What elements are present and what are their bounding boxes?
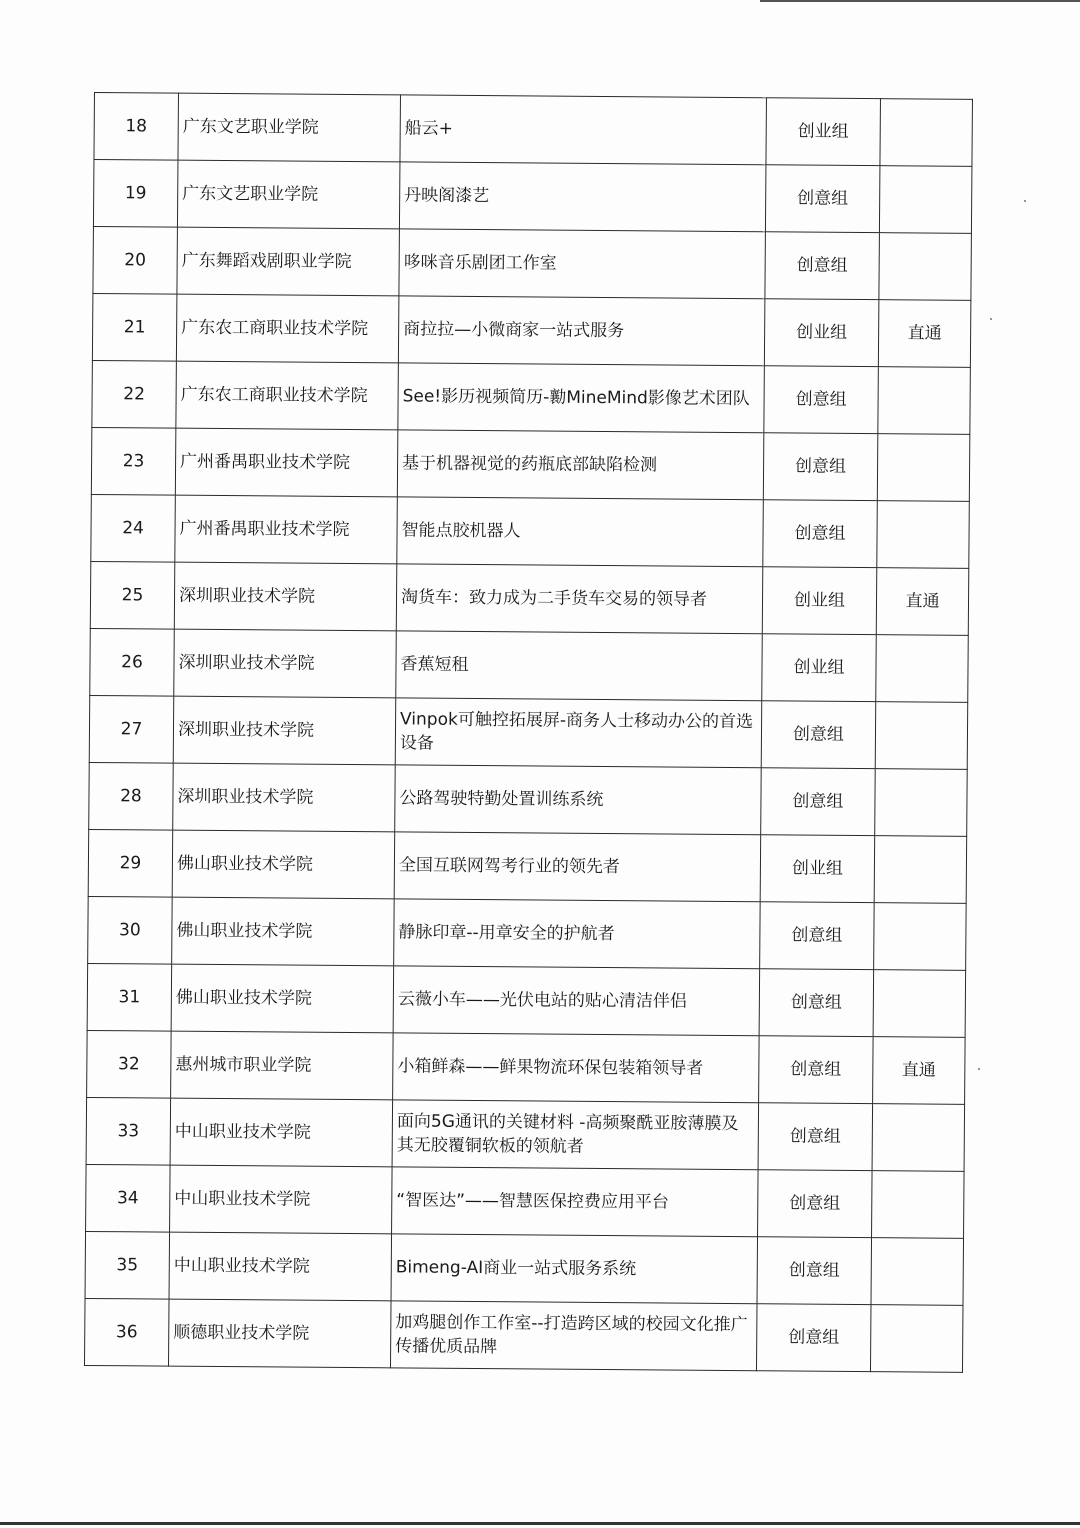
project-name: 淘货车：致力成为二手货车交易的领导者	[396, 564, 763, 634]
school-name: 深圳职业技术学院	[173, 763, 396, 832]
group-category: 创业组	[760, 835, 875, 903]
table-row	[91, 494, 969, 568]
qualification-note: 直通	[878, 300, 971, 368]
school-name: 深圳职业技术学院	[174, 629, 397, 698]
school-name: 中山职业技术学院	[169, 1232, 392, 1301]
project-name: 静脉印章--用章安全的护航者	[394, 899, 761, 969]
qualification-note: 直通	[876, 568, 969, 636]
table-row	[84, 1298, 962, 1372]
row-number: 21	[92, 293, 177, 361]
row-number: 20	[93, 226, 178, 294]
school-name: 中山职业技术学院	[170, 1165, 393, 1234]
row-number: 32	[87, 1030, 172, 1098]
qualification-note	[872, 1171, 965, 1239]
row-number: 24	[91, 494, 176, 562]
row-number: 33	[86, 1097, 171, 1165]
school-name: 惠州城市职业学院	[171, 1031, 394, 1100]
group-category: 创意组	[759, 1036, 874, 1104]
row-number: 22	[92, 360, 177, 428]
project-name: 小箱鲜森——鲜果物流环保包装箱领导者	[393, 1033, 760, 1103]
row-number: 19	[93, 160, 178, 228]
group-category: 创意组	[756, 1304, 871, 1372]
school-name: 顺德职业技术学院	[168, 1299, 391, 1368]
row-number: 29	[88, 829, 173, 897]
group-category: 创意组	[759, 969, 874, 1037]
row-number: 30	[88, 896, 173, 964]
school-name: 深圳职业技术学院	[173, 696, 396, 765]
group-category: 创意组	[765, 232, 880, 300]
school-name: 广州番禺职业技术学院	[175, 495, 398, 564]
table-row	[88, 829, 966, 903]
qualification-note	[877, 501, 970, 569]
school-name: 广东文艺职业学院	[178, 93, 401, 162]
project-name: See!影历视频简历-勷MineMind影像艺术团队	[398, 363, 765, 433]
qualification-note	[872, 1104, 965, 1172]
qualification-note	[880, 99, 973, 167]
row-number: 35	[85, 1231, 170, 1299]
qualification-note	[879, 166, 972, 234]
qualification-note	[877, 434, 970, 502]
results-table	[84, 92, 973, 1373]
school-name: 广东文艺职业学院	[177, 160, 400, 229]
project-name: Bimeng-AI商业一站式服务系统	[391, 1234, 758, 1304]
table-row	[92, 360, 970, 434]
qualification-note	[879, 233, 972, 301]
group-category: 创业组	[766, 98, 881, 166]
project-name: 智能点胶机器人	[397, 497, 764, 567]
row-number: 31	[87, 963, 172, 1031]
table-row	[94, 93, 972, 167]
row-number: 27	[89, 695, 174, 763]
table-row	[90, 628, 968, 702]
group-category: 创业组	[762, 567, 877, 635]
qualification-note	[878, 367, 971, 435]
project-name: 面向5G通讯的关键材料 -高频聚酰亚胺薄膜及其无胶覆铜软板的领航者	[392, 1100, 759, 1170]
scan-speck	[978, 1068, 980, 1070]
school-name: 佛山职业技术学院	[171, 964, 394, 1033]
group-category: 创意组	[763, 433, 878, 501]
table-row	[93, 160, 971, 234]
qualification-note	[876, 635, 969, 703]
school-name: 佛山职业技术学院	[172, 897, 395, 966]
top-edge-rule	[760, 0, 1080, 2]
group-category: 创业组	[762, 634, 877, 702]
group-category: 创意组	[760, 902, 875, 970]
qualification-note	[870, 1305, 963, 1373]
group-category: 创意组	[761, 768, 876, 836]
school-name: 广东农工商职业技术学院	[176, 361, 399, 430]
table-row	[93, 226, 971, 300]
table-row	[85, 1231, 963, 1305]
school-name: 中山职业技术学院	[170, 1098, 393, 1167]
scan-speck	[990, 318, 992, 320]
qualification-note: 直通	[873, 1037, 966, 1105]
row-number: 28	[89, 762, 174, 830]
qualification-note	[875, 702, 968, 770]
group-category: 创意组	[765, 165, 880, 233]
table-row	[86, 1164, 964, 1238]
project-name: 公路驾驶特勤处置训练系统	[395, 765, 762, 835]
row-number: 26	[90, 628, 175, 696]
project-name: 云薇小车——光伏电站的贴心清洁伴侣	[393, 966, 760, 1036]
qualification-note	[874, 903, 967, 971]
table-row	[92, 293, 970, 367]
project-name: 船云+	[400, 95, 767, 165]
project-name: 商拉拉—小微商家一站式服务	[398, 296, 765, 366]
bottom-edge-rule	[0, 1522, 1080, 1525]
group-category: 创业组	[764, 299, 879, 367]
qualification-note	[875, 769, 968, 837]
school-name: 广东舞蹈戏剧职业学院	[177, 227, 400, 296]
row-number: 36	[84, 1298, 169, 1366]
table-row	[87, 1030, 965, 1104]
project-name: “智医达”——智慧医保控费应用平台	[392, 1167, 759, 1237]
qualification-note	[871, 1238, 964, 1306]
project-name: 基于机器视觉的药瓶底部缺陷检测	[397, 430, 764, 500]
group-category: 创意组	[763, 500, 878, 568]
table-row	[89, 762, 967, 836]
row-number: 25	[90, 561, 175, 629]
project-name: 全国互联网驾考行业的领先者	[394, 832, 761, 902]
project-name: Vinpok可触控拓展屏-商务人士移动办公的首选设备	[395, 698, 762, 768]
qualification-note	[874, 836, 967, 904]
table-row	[91, 427, 969, 501]
group-category: 创意组	[764, 366, 879, 434]
row-number: 23	[91, 427, 176, 495]
school-name: 深圳职业技术学院	[174, 562, 397, 631]
group-category: 创意组	[761, 701, 876, 769]
table-row	[86, 1097, 964, 1171]
results-table-body	[84, 93, 972, 1373]
table-row	[87, 963, 965, 1037]
row-number: 34	[86, 1164, 171, 1232]
row-number: 18	[94, 93, 179, 161]
table-row	[89, 695, 967, 769]
scan-speck	[1024, 200, 1026, 202]
project-name: 香蕉短租	[396, 631, 763, 701]
project-name: 哆咪音乐剧团工作室	[399, 229, 766, 299]
group-category: 创意组	[758, 1170, 873, 1238]
table-row	[88, 896, 966, 970]
table-row	[90, 561, 968, 635]
project-name: 丹映阁漆艺	[399, 162, 766, 232]
school-name: 广东农工商职业技术学院	[176, 294, 399, 363]
school-name: 广州番禺职业技术学院	[175, 428, 398, 497]
qualification-note	[873, 970, 966, 1038]
group-category: 创意组	[758, 1103, 873, 1171]
school-name: 佛山职业技术学院	[172, 830, 395, 899]
group-category: 创意组	[757, 1237, 872, 1305]
project-name: 加鸡腿创作工作室--打造跨区域的校园文化推广传播优质品牌	[390, 1301, 757, 1371]
